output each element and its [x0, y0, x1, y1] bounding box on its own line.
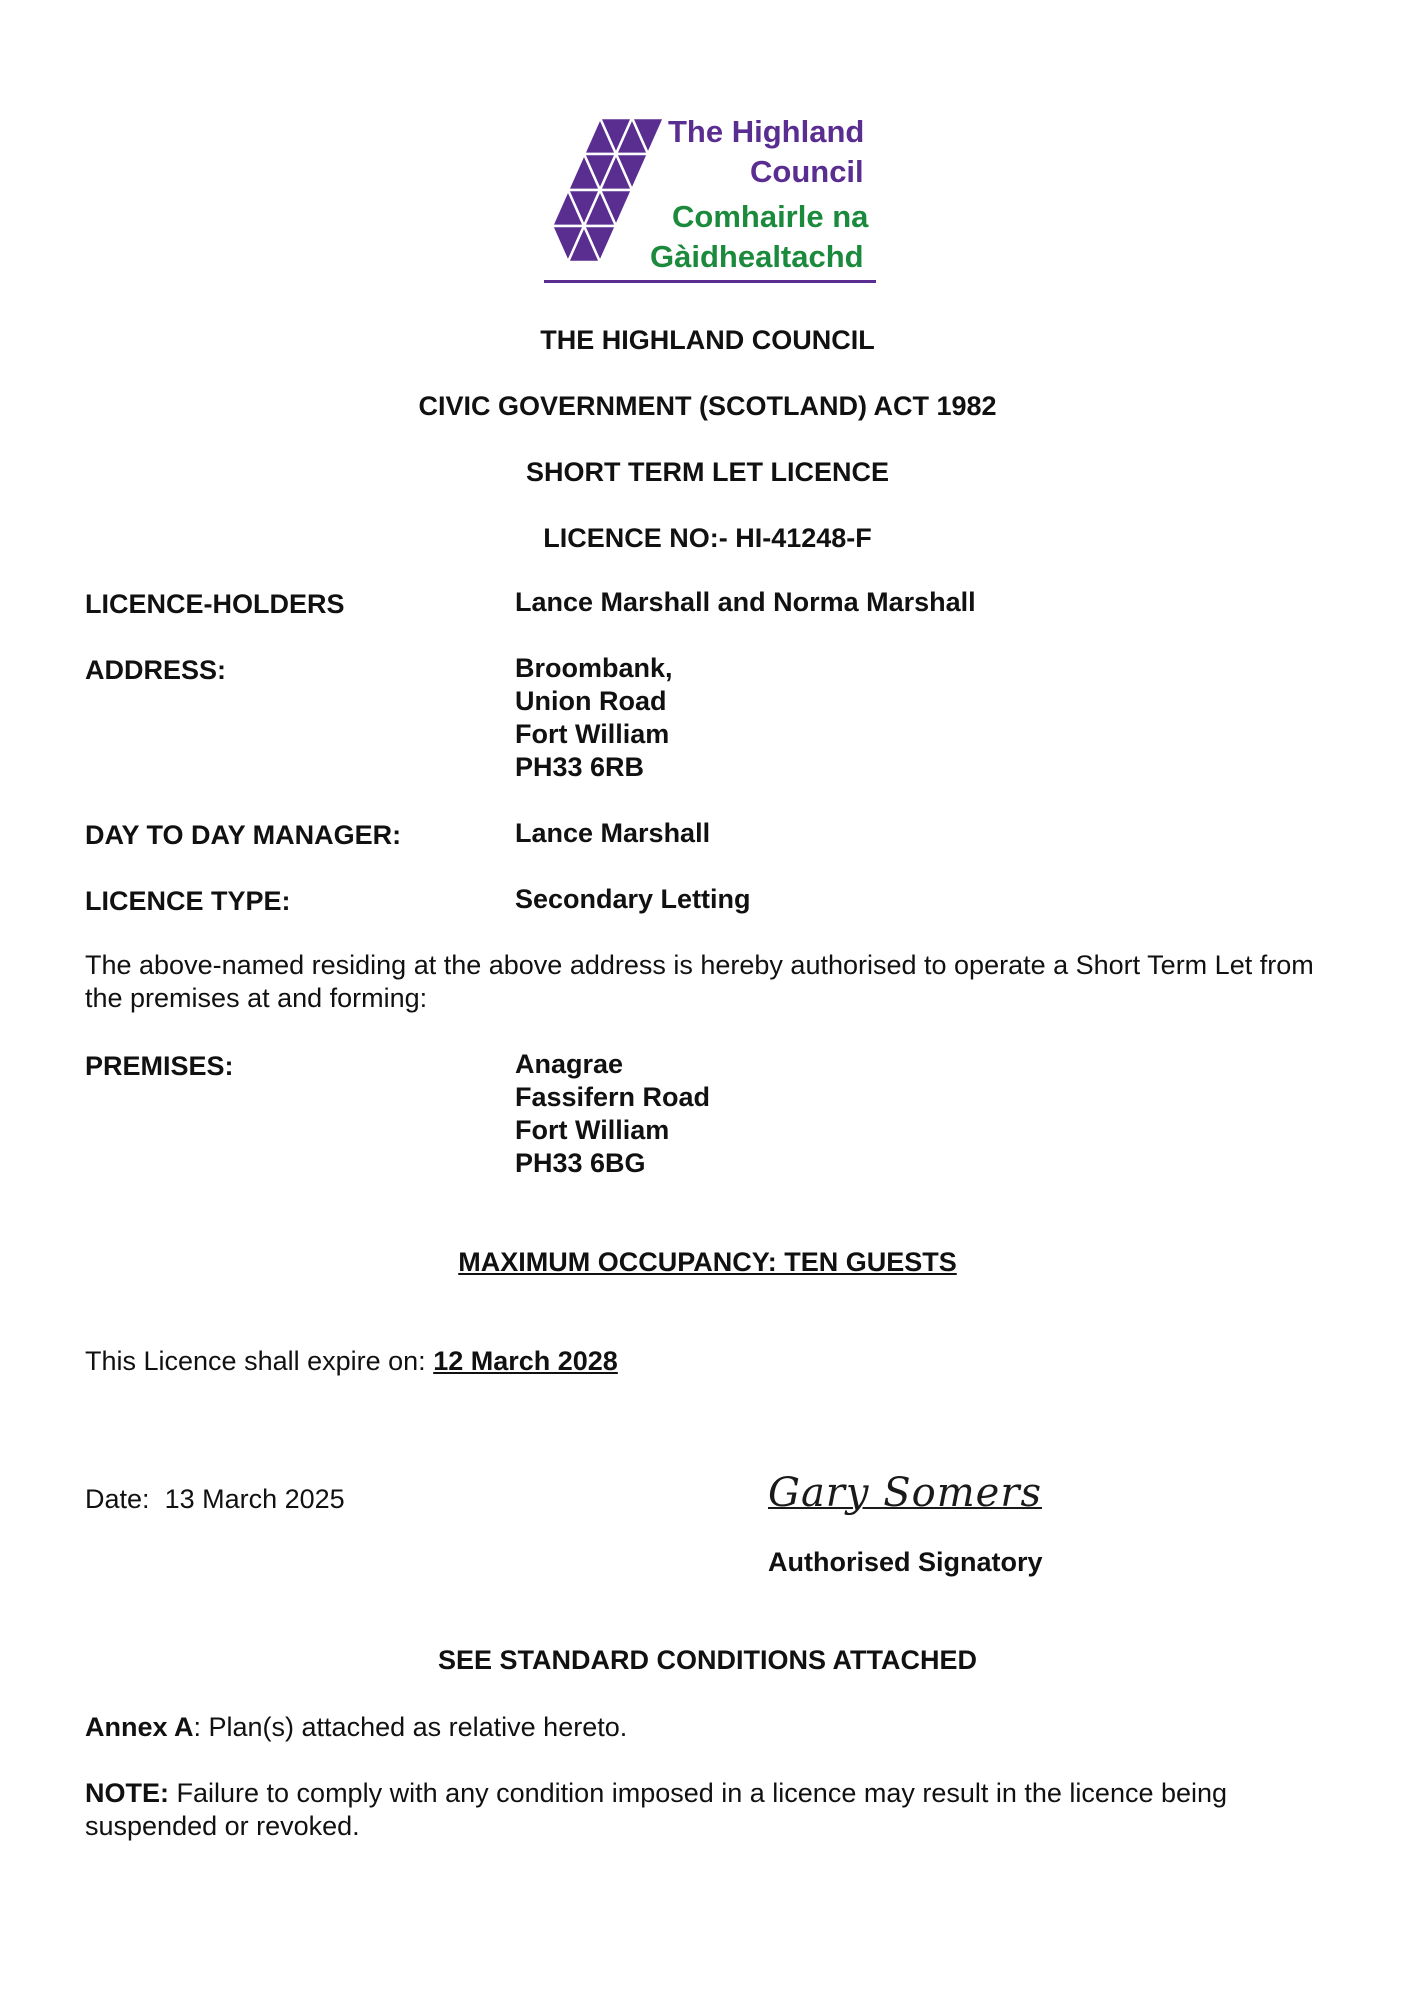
- holders-value: Lance Marshall and Norma Marshall: [515, 587, 976, 617]
- logo-gaelic-line2: Gàidhealtachd: [650, 239, 864, 274]
- annex-line: [85, 1711, 1345, 1744]
- note-text: Failure to comply with any condition imposed in a licence may result in the licence being suspended or revoked.: [85, 1778, 1228, 1841]
- maximum-occupancy: MAXIMUM OCCUPANCY: TEN GUESTS: [458, 1247, 957, 1277]
- licence-type-label: LICENCE TYPE:: [85, 886, 291, 916]
- annex-text: : Plan(s) attached as relative hereto.: [193, 1712, 628, 1742]
- authorisation-text: The above-named residing at the above address is hereby authorised to operate a Short Term Let from the premises at and forming:: [85, 950, 1314, 1013]
- issue-date-line: [85, 1483, 585, 1516]
- logo-underline: [544, 280, 876, 283]
- issue-date: 13 March 2025: [164, 1484, 345, 1514]
- premises-line: Anagrae: [515, 1049, 624, 1079]
- logo-gaelic-line1: Comhairle na: [672, 199, 869, 234]
- premises-line: Fassifern Road: [515, 1082, 711, 1112]
- standard-conditions-heading: SEE STANDARD CONDITIONS ATTACHED: [438, 1645, 977, 1675]
- licence-title: SHORT TERM LET LICENCE: [526, 457, 889, 487]
- premises-label: PREMISES:: [85, 1051, 234, 1081]
- address-label: ADDRESS:: [85, 655, 227, 685]
- premises-line: PH33 6BG: [515, 1148, 646, 1178]
- highland-council-logo: [540, 114, 885, 286]
- logo-english-line1: The Highland: [668, 114, 865, 149]
- holders-label: LICENCE-HOLDERS: [85, 589, 345, 619]
- expiry-line: [85, 1345, 1345, 1378]
- issue-date-prefix: Date:: [85, 1484, 150, 1514]
- note-paragraph: [85, 1777, 1345, 1843]
- premises-block: [515, 1048, 710, 1180]
- note-label: NOTE:: [85, 1778, 169, 1808]
- signatory-role: Authorised Signatory: [768, 1547, 1043, 1577]
- address-line: Broombank,: [515, 653, 673, 683]
- address-block: [515, 652, 673, 784]
- address-line: PH33 6RB: [515, 752, 645, 782]
- address-line: Union Road: [515, 686, 667, 716]
- logo-english-line2: Council: [750, 154, 864, 189]
- annex-label: Annex A: [85, 1712, 194, 1742]
- licence-number: LICENCE NO:- HI-41248-F: [543, 523, 872, 553]
- council-heading: THE HIGHLAND COUNCIL: [540, 325, 875, 355]
- manager-value: Lance Marshall: [515, 818, 711, 848]
- signature: Gary Somers: [768, 1470, 1042, 1516]
- expiry-date: 12 March 2028: [433, 1346, 618, 1376]
- premises-line: Fort William: [515, 1115, 670, 1145]
- manager-label: DAY TO DAY MANAGER:: [85, 820, 402, 850]
- act-heading: CIVIC GOVERNMENT (SCOTLAND) ACT 1982: [418, 391, 997, 421]
- expiry-prefix: This Licence shall expire on:: [85, 1346, 426, 1376]
- address-line: Fort William: [515, 719, 670, 749]
- licence-type-value: Secondary Letting: [515, 884, 751, 914]
